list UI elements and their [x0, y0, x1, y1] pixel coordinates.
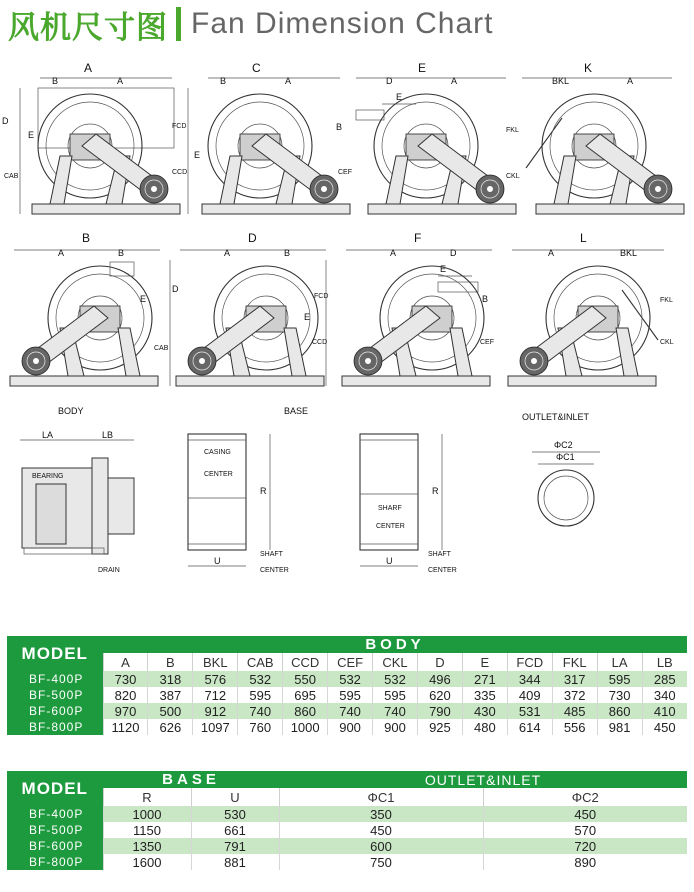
svg-text:D: D [386, 76, 393, 86]
drawing-f [342, 231, 494, 386]
svg-text:DRAIN: DRAIN [98, 567, 120, 574]
model-cell: BF-400P [7, 671, 103, 687]
table-row [7, 822, 687, 838]
svg-text:D: D [450, 248, 457, 258]
outlet-title: OUTLET&INLET [522, 412, 590, 422]
value-cell: 576 [193, 671, 238, 687]
value-cell: 372 [552, 687, 597, 703]
svg-text:B: B [118, 248, 125, 258]
outlet-group-header: OUTLET&INLET [279, 771, 687, 788]
value-cell: 387 [148, 687, 193, 703]
drawing-e [336, 61, 516, 214]
drawing-b [10, 231, 179, 386]
value-cell: 335 [462, 687, 507, 703]
value-cell: 595 [328, 687, 373, 703]
value-cell: 760 [238, 719, 283, 735]
svg-text:CKL: CKL [506, 173, 520, 180]
svg-text:BKL: BKL [620, 248, 638, 258]
svg-text:BKL: BKL [552, 76, 570, 86]
col-header: CCD [283, 653, 328, 671]
base-group-header: BASE [103, 771, 279, 788]
svg-text:U: U [386, 556, 393, 566]
drawing-label: D [248, 231, 257, 245]
value-cell: 750 [279, 854, 483, 870]
model-cell: BF-600P [7, 703, 103, 719]
svg-text:CENTER: CENTER [204, 471, 233, 478]
value-cell: 556 [552, 719, 597, 735]
col-header: LA [597, 653, 642, 671]
svg-text:A: A [224, 248, 231, 258]
svg-text:CAB: CAB [4, 173, 19, 180]
value-cell: 695 [283, 687, 328, 703]
value-cell: 532 [238, 671, 283, 687]
svg-text:ΦC1: ΦC1 [556, 452, 575, 462]
model-cell: BF-800P [7, 719, 103, 735]
value-cell: 1350 [103, 838, 191, 854]
value-cell: 730 [103, 671, 148, 687]
svg-text:A: A [627, 76, 634, 86]
col-header: U [191, 788, 279, 806]
table-row [7, 671, 687, 687]
body-group-header: BODY [103, 636, 687, 653]
svg-text:FCD: FCD [314, 293, 329, 300]
svg-text:B: B [482, 294, 489, 304]
drawing-label: E [418, 61, 427, 75]
value-cell: 740 [328, 703, 373, 719]
value-cell: 730 [597, 687, 642, 703]
base-view-casing [188, 406, 308, 574]
table-row [7, 703, 687, 719]
drawing-label: A [84, 61, 93, 75]
value-cell: 532 [328, 671, 373, 687]
svg-text:E: E [396, 92, 403, 102]
svg-text:A: A [58, 248, 65, 258]
col-header: FKL [552, 653, 597, 671]
svg-text:D: D [2, 116, 9, 126]
value-cell: 720 [483, 838, 687, 854]
svg-text:SHAFT: SHAFT [428, 551, 451, 558]
value-cell: 900 [373, 719, 418, 735]
svg-text:E: E [140, 294, 147, 304]
col-header: CEF [328, 653, 373, 671]
value-cell: 1120 [103, 719, 148, 735]
model-cell: BF-500P [7, 687, 103, 703]
value-cell: 1000 [103, 806, 191, 822]
page-title [8, 4, 493, 44]
value-cell: 740 [373, 703, 418, 719]
value-cell: 1600 [103, 854, 191, 870]
value-cell: 410 [642, 703, 687, 719]
outlet-inlet-view [522, 412, 600, 526]
col-header: ΦC2 [483, 788, 687, 806]
body-table [7, 636, 687, 735]
value-cell: 595 [597, 671, 642, 687]
col-header: CKL [373, 653, 418, 671]
svg-text:SHARF: SHARF [378, 505, 402, 512]
svg-text:ΦC2: ΦC2 [554, 440, 573, 450]
svg-text:E: E [304, 312, 311, 322]
col-header: ΦC1 [279, 788, 483, 806]
svg-text:CEF: CEF [338, 169, 352, 176]
value-cell: 981 [597, 719, 642, 735]
drawing-c [172, 61, 350, 214]
col-header: LB [642, 653, 687, 671]
svg-text:CAB: CAB [154, 345, 169, 352]
svg-text:D: D [172, 284, 179, 294]
model-cell: BF-400P [7, 806, 103, 822]
svg-text:E: E [28, 130, 35, 140]
value-cell: 614 [507, 719, 552, 735]
svg-text:BEARING: BEARING [32, 473, 64, 480]
value-cell: 860 [283, 703, 328, 719]
col-header: E [462, 653, 507, 671]
svg-text:U: U [214, 556, 221, 566]
svg-text:FKL: FKL [506, 127, 519, 134]
model-cell: BF-800P [7, 854, 103, 870]
model-header: MODEL [7, 771, 103, 806]
svg-text:CEF: CEF [480, 339, 494, 346]
col-header: R [103, 788, 191, 806]
model-header: MODEL [7, 636, 103, 671]
value-cell: 740 [238, 703, 283, 719]
value-cell: 344 [507, 671, 552, 687]
value-cell: 1000 [283, 719, 328, 735]
svg-text:B: B [52, 76, 59, 86]
value-cell: 550 [283, 671, 328, 687]
model-cell: BF-600P [7, 838, 103, 854]
value-cell: 1150 [103, 822, 191, 838]
svg-text:CKL: CKL [660, 339, 674, 346]
value-cell: 820 [103, 687, 148, 703]
value-cell: 712 [193, 687, 238, 703]
value-cell: 530 [191, 806, 279, 822]
svg-text:CASING: CASING [204, 449, 231, 456]
value-cell: 450 [279, 822, 483, 838]
body-title: BODY [58, 406, 84, 416]
value-cell: 450 [642, 719, 687, 735]
value-cell: 570 [483, 822, 687, 838]
value-cell: 532 [373, 671, 418, 687]
table-row [7, 687, 687, 703]
value-cell: 626 [148, 719, 193, 735]
col-header: B [148, 653, 193, 671]
svg-text:R: R [432, 486, 439, 496]
fan-drawings [0, 48, 694, 588]
base-title: BASE [284, 406, 309, 416]
value-cell: 881 [191, 854, 279, 870]
value-cell: 340 [642, 687, 687, 703]
svg-text:B: B [220, 76, 227, 86]
value-cell: 317 [552, 671, 597, 687]
value-cell: 1097 [193, 719, 238, 735]
value-cell: 409 [507, 687, 552, 703]
drawing-label: B [82, 231, 91, 245]
value-cell: 661 [191, 822, 279, 838]
value-cell: 595 [373, 687, 418, 703]
drawing-k [506, 61, 684, 214]
value-cell: 925 [417, 719, 462, 735]
svg-text:E: E [194, 150, 201, 160]
drawing-l [508, 231, 674, 386]
svg-text:FCD: FCD [172, 123, 187, 130]
value-cell: 912 [193, 703, 238, 719]
value-cell: 890 [483, 854, 687, 870]
value-cell: 970 [103, 703, 148, 719]
title-divider [176, 7, 181, 41]
value-cell: 531 [507, 703, 552, 719]
col-header: FCD [507, 653, 552, 671]
drawing-a [2, 61, 180, 214]
value-cell: 791 [191, 838, 279, 854]
value-cell: 595 [238, 687, 283, 703]
model-cell: BF-500P [7, 822, 103, 838]
svg-text:R: R [260, 486, 267, 496]
col-header: BKL [193, 653, 238, 671]
value-cell: 350 [279, 806, 483, 822]
drawing-label: F [414, 231, 422, 245]
value-cell: 318 [148, 671, 193, 687]
svg-text:B: B [284, 248, 291, 258]
col-header: D [417, 653, 462, 671]
value-cell: 790 [417, 703, 462, 719]
svg-text:CCD: CCD [172, 169, 188, 176]
value-cell: 860 [597, 703, 642, 719]
value-cell: 430 [462, 703, 507, 719]
svg-text:A: A [451, 76, 458, 86]
value-cell: 285 [642, 671, 687, 687]
value-cell: 485 [552, 703, 597, 719]
value-cell: 480 [462, 719, 507, 735]
col-header: CAB [238, 653, 283, 671]
value-cell: 620 [417, 687, 462, 703]
base-view-shaft [360, 434, 457, 574]
svg-text:CENTER: CENTER [376, 523, 405, 530]
value-cell: 271 [462, 671, 507, 687]
drawing-label: L [580, 231, 587, 245]
svg-text:FKL: FKL [660, 297, 673, 304]
value-cell: 900 [328, 719, 373, 735]
drawing-label: C [252, 61, 261, 75]
title-english: Fan Dimension Chart [191, 7, 494, 40]
svg-text:A: A [548, 248, 555, 258]
table-row [7, 806, 687, 822]
drawing-label: K [584, 61, 593, 75]
svg-text:A: A [285, 76, 292, 86]
svg-text:CENTER: CENTER [260, 567, 289, 574]
base-table [7, 771, 687, 870]
svg-text:LB: LB [102, 430, 114, 440]
col-header: A [103, 653, 148, 671]
value-cell: 500 [148, 703, 193, 719]
value-cell: 496 [417, 671, 462, 687]
svg-text:CCD: CCD [312, 339, 328, 346]
svg-text:E: E [440, 264, 447, 274]
title-chinese: 风机尺寸图 [8, 9, 168, 46]
drawing-d [176, 231, 328, 386]
table-row [7, 838, 687, 854]
table-row [7, 719, 687, 735]
table-row [7, 854, 687, 870]
value-cell: 450 [483, 806, 687, 822]
value-cell: 600 [279, 838, 483, 854]
svg-text:LA: LA [42, 430, 54, 440]
svg-text:CENTER: CENTER [428, 567, 457, 574]
svg-text:A: A [117, 76, 124, 86]
body-view [20, 406, 134, 574]
svg-text:SHAFT: SHAFT [260, 551, 283, 558]
svg-text:A: A [390, 248, 397, 258]
svg-text:B: B [336, 122, 343, 132]
